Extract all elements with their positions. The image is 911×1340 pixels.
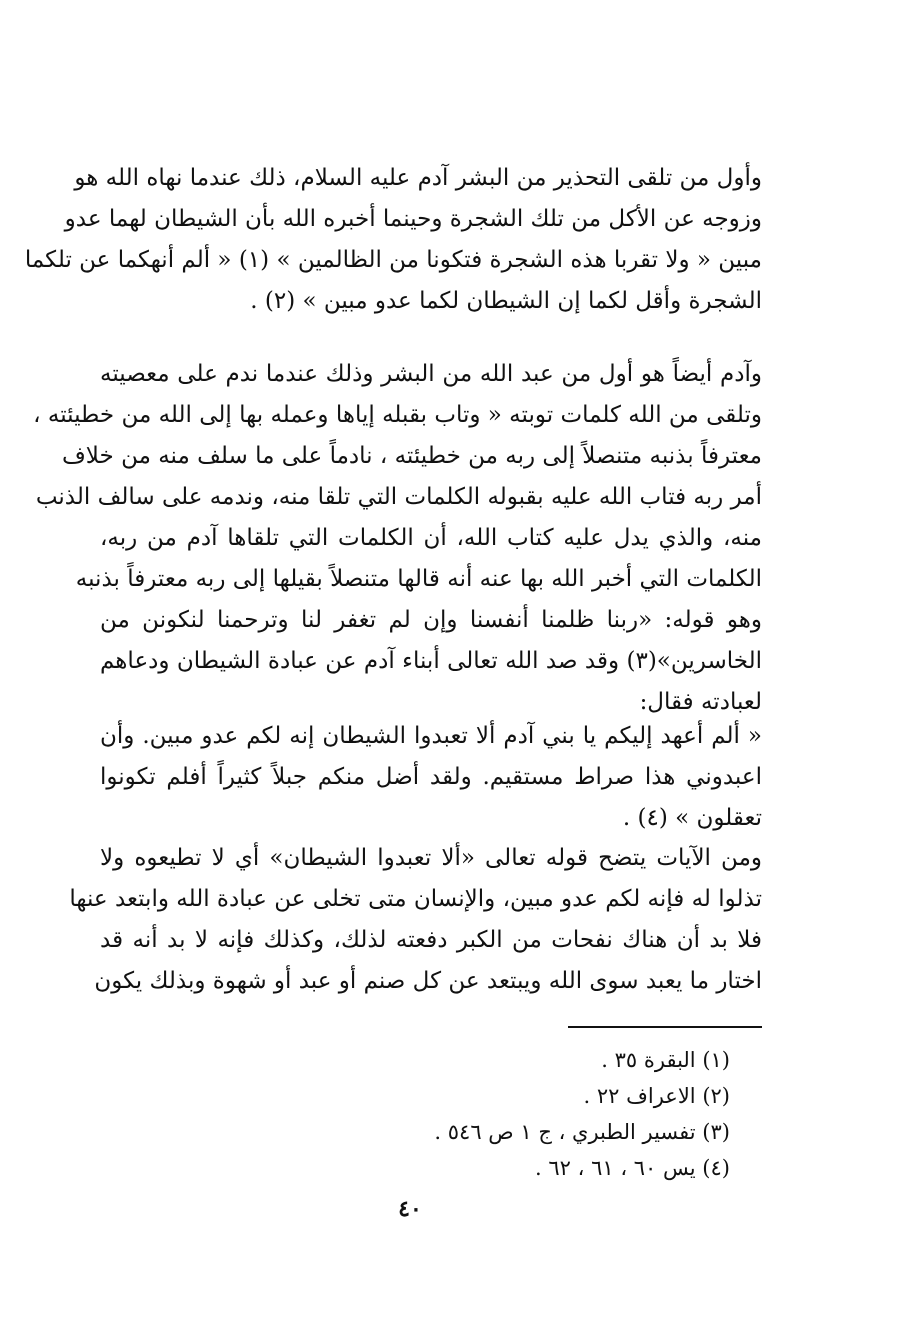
text-line: مبين « ولا تقربا هذه الشجرة فتكونا من الظالمين » (١) « ألم أنهكما عن تلكما xyxy=(24,247,762,273)
page-number: ٤٠ xyxy=(398,1196,422,1222)
text-line: تذلوا له فإنه لكم عدو مبين، والإنسان متى تخلى عن عبادة الله وابتعد عنها xyxy=(69,886,762,912)
paragraph-2 xyxy=(33,354,762,723)
footnote-4: (٤) يس ٦٠ ، ٦١ ، ٦٢ . xyxy=(535,1156,730,1180)
text-line: منه، والذي يدل عليه كتاب الله، أن الكلمات التي تلقاها آدم من ربه، xyxy=(100,525,762,551)
text-line: وهو قوله: «ربنا ظلمنا أنفسنا وإن لم تغفر لنا وترحمنا لنكونن من xyxy=(100,607,762,633)
text-line: ومن الآيات يتضح قوله تعالى «ألا تعبدوا الشيطان» أي لا تطيعوه ولا xyxy=(100,845,762,871)
paragraph-1 xyxy=(24,158,762,322)
text-line: اختار ما يعبد سوى الله ويبتعد عن كل صنم أو عبد أو شهوة وبذلك يكون xyxy=(94,968,762,994)
text-line: لعبادته فقال: xyxy=(639,689,762,715)
footnote-1: (١) البقرة ٣٥ . xyxy=(601,1048,730,1072)
text-line: فلا بد أن هناك نفحات من الكبر دفعته لذلك، وكذلك فإنه لا بد أنه قد xyxy=(100,927,762,953)
text-line: الكلمات التي أخبر الله بها عنه أنه قالها متنصلاً بقيلها إلى ربه معترفاً بذنبه xyxy=(75,566,762,592)
text-line: اعبدوني هذا صراط مستقيم. ولقد أضل منكم جبلاً كثيراً أفلم تكونوا xyxy=(100,764,762,790)
footnote-divider xyxy=(568,1026,762,1028)
text-line: تعقلون » (٤) . xyxy=(622,805,762,831)
footnote-3: (٣) تفسير الطبري ، ج ١ ص ٥٤٦ . xyxy=(434,1120,730,1144)
text-line: وزوجه عن الأكل من تلك الشجرة وحينما أخبره الله بأن الشيطان لهما عدو xyxy=(64,206,762,232)
text-line: الخاسرين»(٣) وقد صد الله تعالى أبناء آدم عن عبادة الشيطان ودعاهم xyxy=(100,648,762,674)
text-line: وتلقى من الله كلمات توبته « وتاب بقبله إياها وعمله بها إلى الله من خطيئته ، xyxy=(33,402,762,428)
text-line: وأول من تلقى التحذير من البشر آدم عليه السلام، ذلك عندما نهاه الله هو xyxy=(74,165,762,191)
text-line: الشجرة وأقل لكما إن الشيطان لكما عدو مبين » (٢) . xyxy=(250,288,762,314)
text-line: « ألم أعهد إليكم يا بني آدم ألا تعبدوا الشيطان إنه لكم عدو مبين. وأن xyxy=(100,723,762,749)
footnote-2: (٢) الاعراف ٢٢ . xyxy=(583,1084,730,1108)
text-line: وآدم أيضاً هو أول من عبد الله من البشر وذلك عندما ندم على معصيته xyxy=(100,361,762,387)
footnotes xyxy=(370,1042,730,1186)
quran-quote xyxy=(100,716,762,839)
paragraph-3 xyxy=(69,838,762,1002)
text-line: معترفاً بذنبه متنصلاً إلى ربه من خطيئته ، نادماً على ما سلف منه من خلاف xyxy=(61,443,762,469)
text-line: أمر ربه فتاب الله عليه بقبوله الكلمات التي تلقا منه، وندمه على سالف الذنب xyxy=(35,484,762,510)
